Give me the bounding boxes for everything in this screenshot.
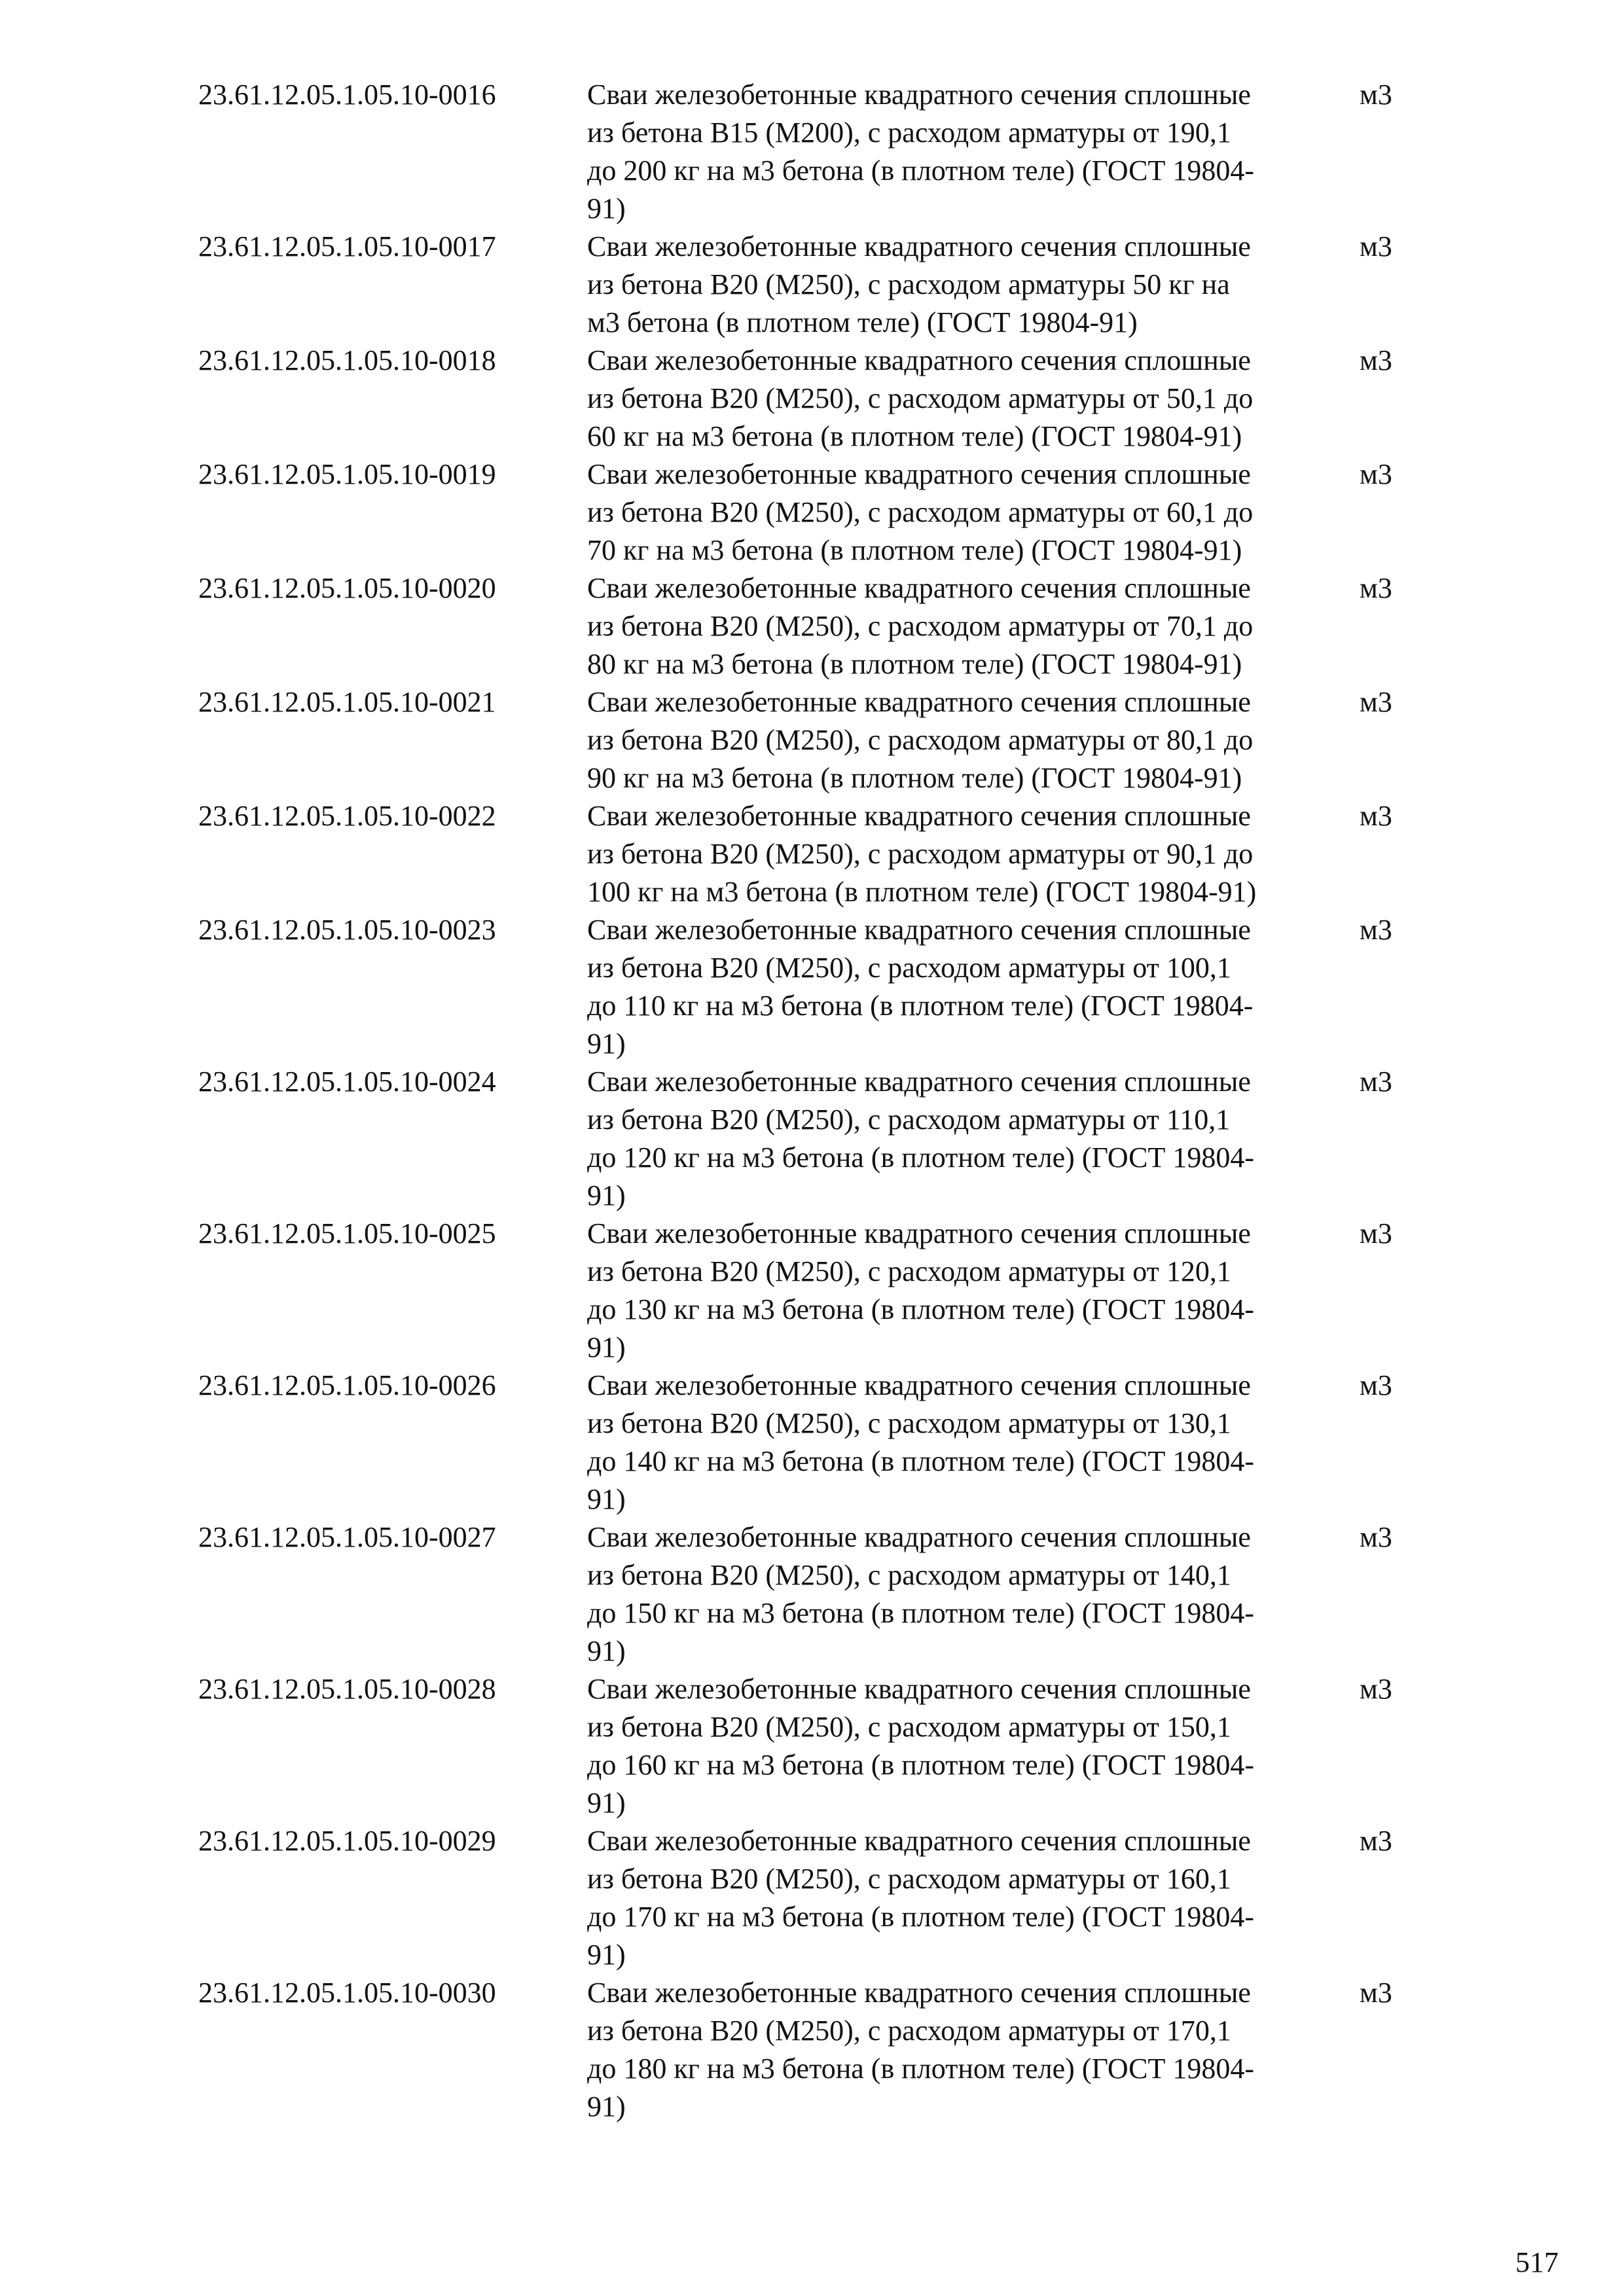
description-line: из бетона В20 (М250), с расходом арматуры от 170,1 (587, 2015, 1231, 2047)
resource-code: 23.61.12.05.1.05.10-0030 (198, 1977, 496, 2009)
resource-code: 23.61.12.05.1.05.10-0024 (198, 1066, 496, 1098)
description-line: 80 кг на м3 бетона (в плотном теле) (ГОСТ 19804-91) (587, 648, 1242, 680)
description-line: из бетона В20 (М250), с расходом арматуры от 90,1 до (587, 838, 1254, 870)
unit-of-measure: м3 (1360, 1673, 1392, 1705)
description-line: м3 бетона (в плотном теле) (ГОСТ 19804-91) (587, 306, 1138, 338)
description-line: из бетона В20 (М250), с расходом арматуры от 80,1 до (587, 724, 1254, 756)
description-line: Сваи железобетонные квадратного сечения сплошные (587, 914, 1251, 946)
unit-of-measure: м3 (1360, 344, 1392, 376)
resource-description (587, 797, 1360, 911)
unit-of-measure: м3 (1360, 1825, 1392, 1857)
description-line: Сваи железобетонные квадратного сечения сплошные (587, 1825, 1251, 1857)
price-list-table (198, 76, 1442, 2126)
description-line: 90 кг на м3 бетона (в плотном теле) (ГОСТ 19804-91) (587, 762, 1242, 794)
table-row (198, 797, 1442, 911)
resource-code: 23.61.12.05.1.05.10-0029 (198, 1825, 496, 1857)
description-line: 91) (587, 1028, 626, 1060)
resource-code: 23.61.12.05.1.05.10-0017 (198, 230, 496, 262)
description-line: 60 кг на м3 бетона (в плотном теле) (ГОСТ 19804-91) (587, 420, 1242, 452)
unit-of-measure: м3 (1360, 1521, 1392, 1553)
unit-of-measure: м3 (1360, 79, 1392, 111)
table-row (198, 1974, 1442, 2126)
description-line: 91) (587, 1179, 626, 1211)
description-line: до 120 кг на м3 бетона (в плотном теле) (ГОСТ 19804- (587, 1141, 1255, 1174)
unit-of-measure: м3 (1360, 1977, 1392, 2009)
description-line: из бетона В20 (М250), с расходом арматуры от 150,1 (587, 1711, 1231, 1743)
resource-description (587, 342, 1360, 456)
description-line: Сваи железобетонные квадратного сечения сплошные (587, 79, 1251, 111)
description-line: 91) (587, 1483, 626, 1515)
description-line: до 140 кг на м3 бетона (в плотном теле) (ГОСТ 19804- (587, 1445, 1255, 1477)
table-row (198, 76, 1442, 228)
unit-of-measure: м3 (1360, 1369, 1392, 1401)
resource-description (587, 1822, 1360, 1974)
description-line: из бетона В20 (М250), с расходом арматуры от 60,1 до (587, 496, 1254, 528)
description-line: из бетона В20 (М250), с расходом арматуры от 110,1 (587, 1103, 1231, 1136)
unit-of-measure: м3 (1360, 914, 1392, 946)
resource-description (587, 569, 1360, 683)
description-line: Сваи железобетонные квадратного сечения сплошные (587, 458, 1251, 490)
description-line: 70 кг на м3 бетона (в плотном теле) (ГОСТ 19804-91) (587, 534, 1242, 566)
resource-code: 23.61.12.05.1.05.10-0022 (198, 800, 496, 832)
resource-description (587, 1974, 1360, 2126)
unit-of-measure: м3 (1360, 1066, 1392, 1098)
resource-code: 23.61.12.05.1.05.10-0028 (198, 1673, 496, 1705)
resource-code: 23.61.12.05.1.05.10-0020 (198, 572, 496, 604)
page-number: 517 (1515, 2246, 1559, 2278)
description-line: до 110 кг на м3 бетона (в плотном теле) (ГОСТ 19804- (587, 990, 1254, 1022)
description-line: из бетона В20 (М250), с расходом арматуры от 70,1 до (587, 610, 1254, 642)
description-line: 91) (587, 1787, 626, 1819)
description-line: Сваи железобетонные квадратного сечения сплошные (587, 686, 1251, 718)
description-line: из бетона В20 (М250), с расходом арматуры от 100,1 (587, 952, 1231, 984)
unit-of-measure: м3 (1360, 686, 1392, 718)
resource-code: 23.61.12.05.1.05.10-0018 (198, 344, 496, 376)
resource-description (587, 1063, 1360, 1215)
table-row (198, 1518, 1442, 1670)
resource-code: 23.61.12.05.1.05.10-0023 (198, 914, 496, 946)
description-line: 91) (587, 1939, 626, 1971)
description-line: Сваи железобетонные квадратного сечения сплошные (587, 1977, 1251, 2009)
table-row (198, 342, 1442, 456)
table-row (198, 911, 1442, 1063)
description-line: до 170 кг на м3 бетона (в плотном теле) (ГОСТ 19804- (587, 1901, 1255, 1933)
description-line: Сваи железобетонные квадратного сечения сплошные (587, 1369, 1251, 1401)
description-line: Сваи железобетонные квадратного сечения сплошные (587, 344, 1251, 376)
description-line: до 150 кг на м3 бетона (в плотном теле) (ГОСТ 19804- (587, 1597, 1255, 1629)
table-row (198, 228, 1442, 342)
description-line: 91) (587, 1635, 626, 1667)
resource-description (587, 1670, 1360, 1822)
description-line: 91) (587, 1331, 626, 1363)
resource-code: 23.61.12.05.1.05.10-0019 (198, 458, 496, 490)
table-row (198, 1670, 1442, 1822)
unit-of-measure: м3 (1360, 458, 1392, 490)
description-line: до 180 кг на м3 бетона (в плотном теле) (ГОСТ 19804- (587, 2053, 1255, 2085)
unit-of-measure: м3 (1360, 800, 1392, 832)
resource-description (587, 1367, 1360, 1518)
resource-code: 23.61.12.05.1.05.10-0026 (198, 1369, 496, 1401)
description-line: Сваи железобетонные квадратного сечения сплошные (587, 800, 1251, 832)
table-row (198, 1063, 1442, 1215)
unit-of-measure: м3 (1360, 1217, 1392, 1249)
resource-code: 23.61.12.05.1.05.10-0025 (198, 1217, 496, 1249)
resource-description (587, 76, 1360, 228)
resource-description (587, 911, 1360, 1063)
description-line: Сваи железобетонные квадратного сечения сплошные (587, 1066, 1251, 1098)
resource-description (587, 1215, 1360, 1367)
resource-description (587, 456, 1360, 569)
resource-code: 23.61.12.05.1.05.10-0021 (198, 686, 496, 718)
resource-code: 23.61.12.05.1.05.10-0027 (198, 1521, 496, 1553)
table-row (198, 683, 1442, 797)
description-line: Сваи железобетонные квадратного сечения сплошные (587, 1217, 1251, 1249)
description-line: 91) (587, 192, 626, 224)
description-line: из бетона В20 (М250), с расходом арматуры от 160,1 (587, 1863, 1231, 1895)
unit-of-measure: м3 (1360, 230, 1392, 262)
resource-description (587, 228, 1360, 342)
description-line: 91) (587, 2090, 626, 2123)
resource-description (587, 1518, 1360, 1670)
resource-code: 23.61.12.05.1.05.10-0016 (198, 79, 496, 111)
table-row (198, 1822, 1442, 1974)
description-line: до 200 кг на м3 бетона (в плотном теле) (ГОСТ 19804- (587, 154, 1255, 187)
unit-of-measure: м3 (1360, 572, 1392, 604)
description-line: из бетона В20 (М250), с расходом арматуры от 140,1 (587, 1559, 1231, 1591)
table-row (198, 1367, 1442, 1518)
description-line: из бетона В20 (М250), с расходом арматуры от 120,1 (587, 1255, 1231, 1287)
description-line: Сваи железобетонные квадратного сечения сплошные (587, 1521, 1251, 1553)
description-line: Сваи железобетонные квадратного сечения сплошные (587, 572, 1251, 604)
description-line: Сваи железобетонные квадратного сечения сплошные (587, 1673, 1251, 1705)
table-row (198, 1215, 1442, 1367)
description-line: Сваи железобетонные квадратного сечения сплошные (587, 230, 1251, 262)
description-line: 100 кг на м3 бетона (в плотном теле) (ГОСТ 19804-91) (587, 876, 1257, 908)
description-line: до 130 кг на м3 бетона (в плотном теле) (ГОСТ 19804- (587, 1293, 1255, 1325)
description-line: из бетона В20 (М250), с расходом арматуры от 130,1 (587, 1407, 1231, 1439)
table-row (198, 456, 1442, 569)
description-line: из бетона В15 (М200), с расходом арматуры от 190,1 (587, 117, 1231, 149)
table-row (198, 569, 1442, 683)
description-line: из бетона В20 (М250), с расходом арматуры 50 кг на (587, 268, 1230, 300)
description-line: из бетона В20 (М250), с расходом арматуры от 50,1 до (587, 382, 1254, 414)
resource-description (587, 683, 1360, 797)
description-line: до 160 кг на м3 бетона (в плотном теле) (ГОСТ 19804- (587, 1749, 1255, 1781)
